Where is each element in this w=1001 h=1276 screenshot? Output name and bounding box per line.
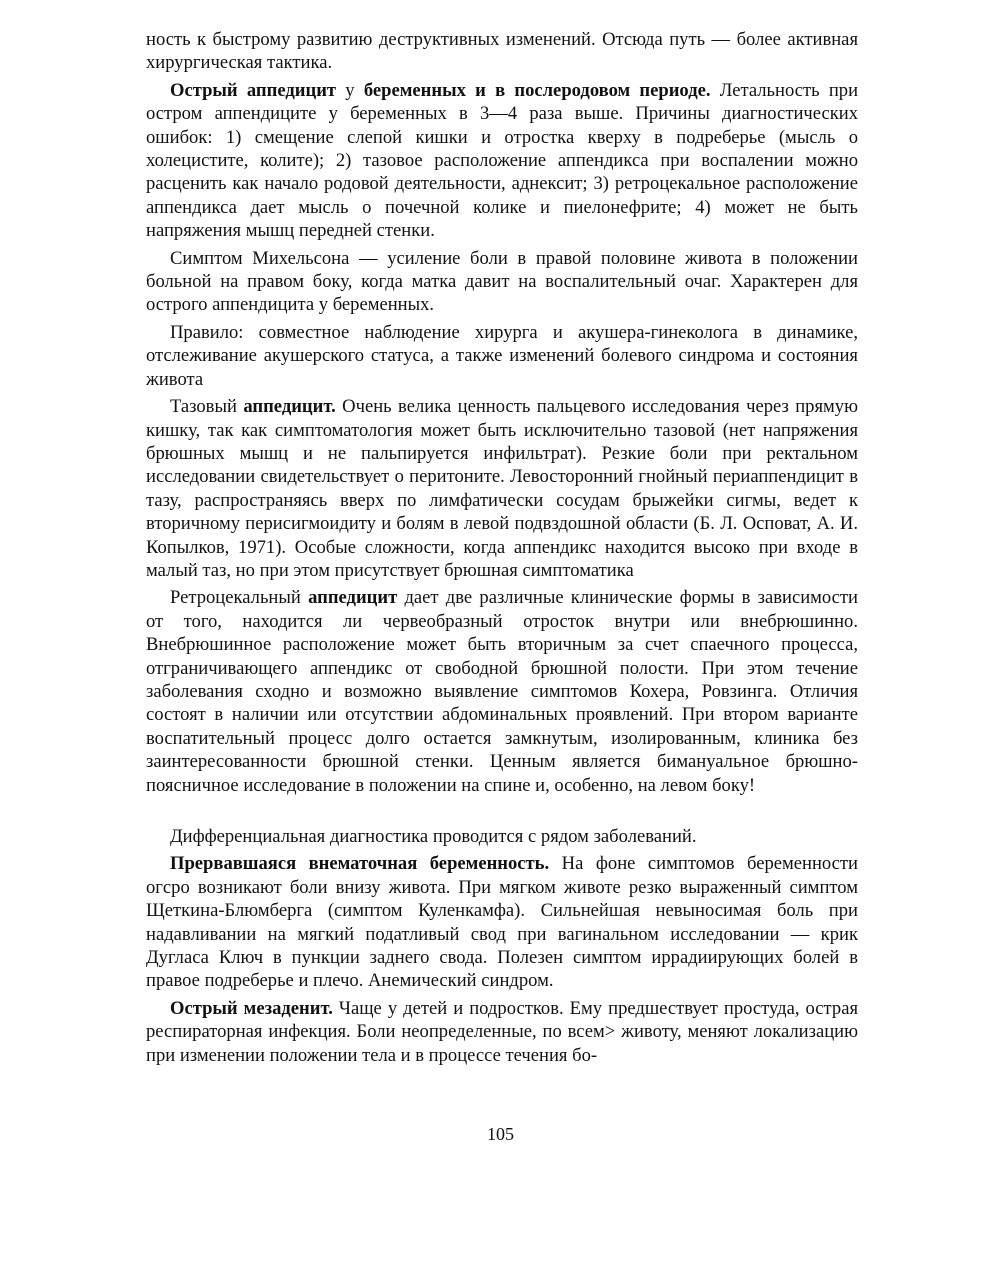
paragraph bbox=[146, 79, 858, 243]
bold-term: Острый аппедицит bbox=[170, 79, 337, 101]
text-run: Симптом Михельсона — усиление боли в правой половине живота в положении больной на правом боку, когда матка давит на воспалительный очаг. Характерен для острого аппендицита у беременных. bbox=[146, 247, 858, 316]
paragraph bbox=[146, 852, 858, 992]
text-run: Правило: совместное наблюдение хирурга и акушера-гинеколога в динамике, отслеживание акушерского статуса, а также изменений болевого синдрома и состояния живота bbox=[146, 321, 858, 390]
text-run: На фоне симптомов беременности огсро возникают боли внизу живота. При мягком животе резко выраженный симптом Щеткина-Блюмберга (симптом Куленкамфа). Сильнейшая невыносимая боль при надавливании на мягкий податливый свод при вагинальном исследовании — крик Дугласа Ключ в пункции заднего свода. Полезен симптом иррадиирующих болей в правое подреберье и плечо. Анемический синдром. bbox=[146, 853, 859, 992]
paragraph bbox=[146, 28, 858, 75]
bold-term: беременных и в послеродовом периоде. bbox=[363, 79, 711, 101]
paragraph bbox=[146, 825, 858, 848]
text-run: Тазовый bbox=[170, 396, 244, 418]
bold-term: Острый мезаденит. bbox=[170, 997, 333, 1019]
page-body bbox=[146, 28, 858, 1071]
text-run: дает две различные клинические формы в зависимости от того, находится ли червеобразный отросток внутри или внебрюшинно. Внебрюшинное расположение может быть вторичным за счет спаечного процесса, отграничивающего аппендикс от свободной брюшной полости. При этом течение заболевания сходно и возможно выявление симптомов Кохера, Ровзинга. Отличия состоят в наличии или отсутствии абдоминальных проявлений. При втором варианте воспатительный процесс долго остается замкнутым, изолированным, клиника без заинтересованности брюшной стенки. Ценным является бимануальное брюшно-поясничное исследование в положении на спине и, особенно, на левом боку! bbox=[146, 587, 858, 796]
bold-term: аппедицит. bbox=[243, 396, 336, 418]
paragraph bbox=[146, 321, 858, 391]
paragraph bbox=[146, 586, 858, 797]
text-run: у bbox=[336, 79, 364, 101]
paragraph bbox=[146, 247, 858, 317]
text-run: Ретроцекальный bbox=[170, 587, 309, 609]
text-run: Летальность при остром аппендиците у беременных в 3—4 раза выше. Причины диагностических ошибок: 1) смещение слепой кишки и отростка кверху в подреберье (мысль о холецистите, колите); 2) тазовое расположение аппендикса при воспалении можно расценить как начало родовой деятельности, аднексит; 3) ретроцекальное расположение аппендикса дает мысль о почечной колике и пиелонефрите; 4) может не быть напряжения мышц передней стенки. bbox=[146, 79, 859, 242]
paragraph bbox=[146, 395, 858, 582]
text-run: Дифференциальная диагностика проводится с рядом заболеваний. bbox=[170, 826, 697, 847]
paragraph bbox=[146, 997, 858, 1067]
page-number: 105 bbox=[487, 1124, 514, 1144]
text-run: ность к быстрому развитию деструктивных изменений. Отсюда путь — более активная хирургическая тактика. bbox=[146, 29, 858, 74]
text-run: Чаще у детей и подростков. Ему предшествует простуда, острая респираторная инфекция. Боли неопределенные, по всем> животу, меняют локализацию при изменении положении тела и в процессе течения бо- bbox=[146, 997, 859, 1066]
bold-term: Прервавшаяся внематочная беременность. bbox=[170, 853, 550, 875]
text-run: Очень велика ценность пальцевого исследования через прямую кишку, так как симптоматология может быть исключительно тазовой (нет напряжения брюшных мышц и не пальпируется инфильтрат). Резкие боли при ректальном исследовании свидетельствует о перитоните. Левосторонний гнойный периаппендицит в тазу, распространяясь вверх по лимфатически сосудам брыжейки сигмы, ведет к вторичному перисигмоидиту и болям в левой подвздошной области (Б. Л. Осповат, А. И. Копылков, 1971). Особые сложности, когда аппендикс находится высоко при входе в малый таз, но при этом присутствует брюшная симптоматика bbox=[146, 396, 858, 581]
bold-term: аппедицит bbox=[308, 587, 398, 609]
